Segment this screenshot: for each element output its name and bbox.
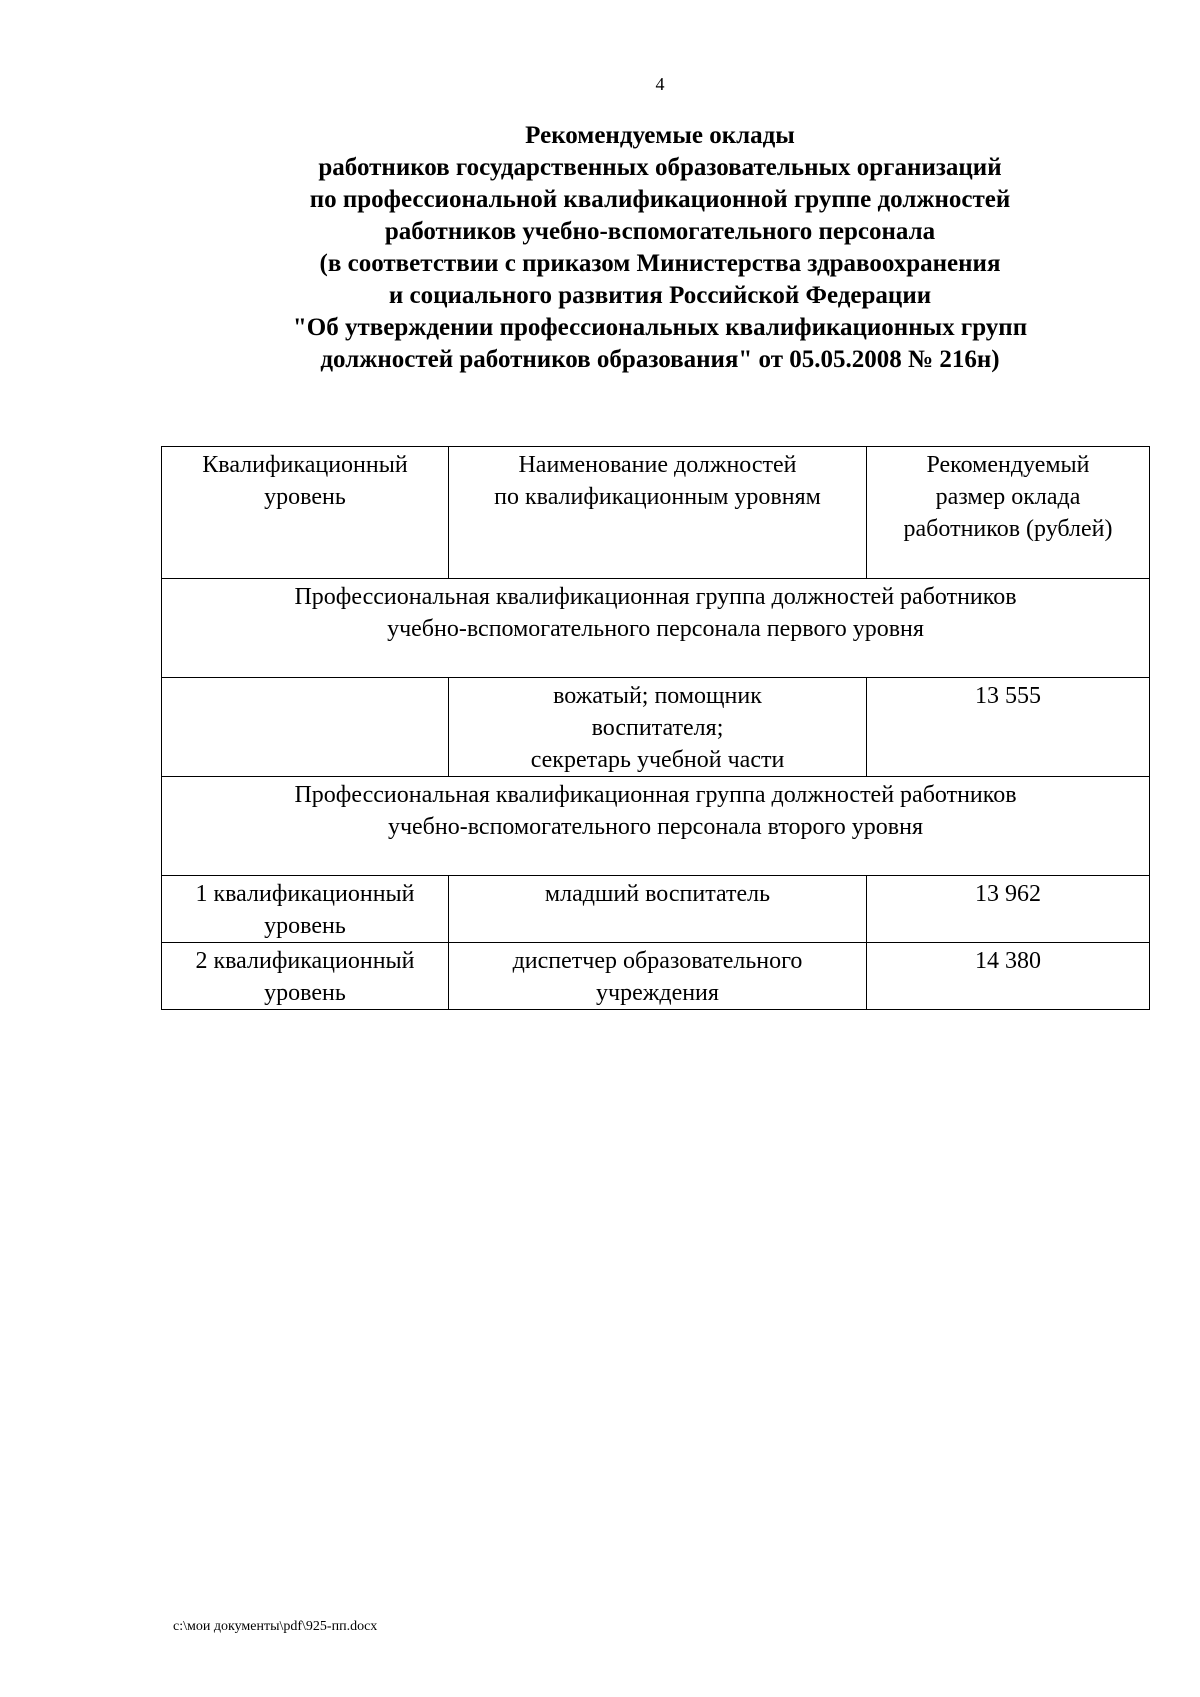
- footer-file-path: c:\мои документы\pdf\925-пп.docx: [173, 1619, 378, 1634]
- title-line: по профессиональной квалификационной группе должностей: [309, 186, 1011, 213]
- level-line: уровень: [264, 980, 346, 1006]
- position-name-line: младший воспитатель: [544, 881, 771, 907]
- level-cell: [162, 678, 449, 777]
- document-title: [160, 120, 1160, 376]
- group-title-second-level: [162, 777, 1150, 876]
- level-line: уровень: [264, 913, 346, 939]
- table-row: [162, 876, 1150, 943]
- position-name-line: воспитателя;: [591, 715, 724, 741]
- table-row: [162, 943, 1150, 1010]
- level-cell: [162, 876, 449, 943]
- header-name: [449, 447, 867, 579]
- position-name-line: вожатый; помощник: [553, 683, 762, 709]
- page-number: 4: [655, 74, 665, 94]
- position-name-line: секретарь учебной части: [530, 747, 785, 773]
- header-salary-line: размер оклада: [935, 484, 1081, 510]
- title-line: Рекомендуемые оклады: [525, 122, 795, 149]
- position-name-line: учреждения: [596, 980, 719, 1006]
- position-name-cell: [449, 678, 867, 777]
- title-line: (в соответствии с приказом Министерства здравоохранения: [319, 250, 1001, 277]
- position-name-cell: [449, 876, 867, 943]
- header-salary-line: Рекомендуемый: [926, 452, 1090, 478]
- header-name-line: по квалификационным уровням: [494, 484, 821, 510]
- group-title-line: учебно-вспомогательного персонала первого уровня: [387, 616, 924, 642]
- salary-table: [161, 446, 1150, 1010]
- table-row: [162, 678, 1150, 777]
- group-row-first-level: [162, 579, 1150, 678]
- level-line: 2 квалификационный: [195, 948, 415, 974]
- header-salary-line: работников (рублей): [903, 516, 1113, 542]
- header-name-line: Наименование должностей: [518, 452, 797, 478]
- title-line: работников государственных образовательных организаций: [318, 154, 1002, 181]
- level-cell: [162, 943, 449, 1010]
- group-title-line: Профессиональная квалификационная группа должностей работников: [294, 584, 1017, 610]
- title-line: и социального развития Российской Федерации: [388, 282, 932, 309]
- table-header-row: [162, 447, 1150, 579]
- title-line: работников учебно-вспомогательного персонала: [384, 218, 936, 245]
- salary-cell: 13 962: [867, 876, 1150, 943]
- position-name-cell: [449, 943, 867, 1010]
- group-title-line: учебно-вспомогательного персонала второго уровня: [387, 814, 924, 840]
- header-salary: [867, 447, 1150, 579]
- salary-cell: 14 380: [867, 943, 1150, 1010]
- group-title-first-level: [162, 579, 1150, 678]
- header-level-line: уровень: [264, 484, 346, 510]
- title-line: должностей работников образования" от 05.05.2008 № 216н): [320, 346, 1000, 373]
- salary-cell: 13 555: [867, 678, 1150, 777]
- position-name-line: диспетчер образовательного: [512, 948, 803, 974]
- level-line: 1 квалификационный: [195, 881, 415, 907]
- header-level-line: Квалификационный: [202, 452, 408, 478]
- header-level: [162, 447, 449, 579]
- title-line: "Об утверждении профессиональных квалификационных групп: [292, 314, 1028, 341]
- group-title-line: Профессиональная квалификационная группа должностей работников: [294, 782, 1017, 808]
- group-row-second-level: [162, 777, 1150, 876]
